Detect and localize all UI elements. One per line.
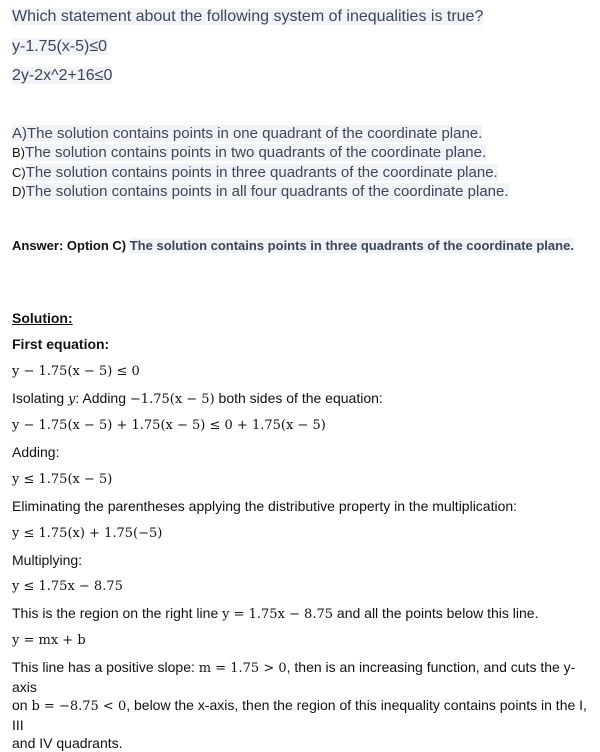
slope-text-2: , then is an increasing function, and cuts the y-axis (12, 659, 576, 695)
option-b-letter: B) (12, 145, 25, 160)
equation-4: y ≤ 1.75(x) + 1.75(−5) (12, 526, 163, 541)
answer-label: Answer: Option C) (12, 238, 127, 253)
option-d (12, 182, 509, 201)
inequality-1-text: y-1.75(x-5)≤0 (12, 38, 108, 55)
option-d-letter: D) (12, 184, 26, 199)
equation-3: y ≤ 1.75(x − 5) (12, 472, 113, 487)
option-a-text: The solution contains points in one quadrant of the coordinate plane. (27, 125, 483, 142)
option-c-letter: C) (12, 165, 26, 180)
question-prompt (12, 7, 483, 27)
adding-label: Adding: (12, 444, 60, 460)
slope-paragraph (12, 658, 594, 752)
equation-5: y ≤ 1.75x − 8.75 (12, 579, 123, 594)
isolating-expr: −1.75(x − 5) (129, 392, 215, 407)
equation-1: y − 1.75(x − 5) ≤ 0 (12, 364, 140, 379)
isolating-pre: Isolating (12, 390, 69, 406)
option-c (12, 163, 498, 182)
option-c-text: The solution contains points in three quadrants of the coordinate plane. (25, 164, 498, 181)
question-prompt-text: Which statement about the following system of inequalities is true? (12, 8, 484, 25)
inequality-1 (12, 37, 107, 57)
equation-6: y = mx + b (12, 633, 86, 648)
option-a-letter: A) (12, 125, 27, 142)
slope-text-3: on (12, 697, 32, 713)
slope-b: b = −8.75 < 0 (31, 699, 127, 714)
isolating-var: y (68, 392, 76, 407)
region-post: and all the points below this line. (333, 605, 539, 621)
solution-heading: Solution: (12, 310, 73, 326)
region-line (12, 604, 538, 624)
region-eq: y = 1.75x − 8.75 (222, 607, 334, 622)
isolating-post: both sides of the equation: (214, 390, 383, 406)
slope-text-5: and IV quadrants. (12, 735, 123, 751)
option-b-text: The solution contains points in two quadrants of the coordinate plane. (25, 144, 487, 161)
option-b (12, 143, 486, 162)
option-d-text: The solution contains points in all four quadrants of the coordinate plane. (25, 183, 509, 200)
slope-text-4: , below the x-axis, then the region of this inequality contains points in the I, III (12, 697, 587, 733)
answer-block (12, 237, 594, 255)
equation-2: y − 1.75(x − 5) + 1.75(x − 5) ≤ 0 + 1.75(x − 5) (12, 418, 326, 433)
region-pre: This is the region on the right line (12, 605, 223, 621)
slope-m: m = 1.75 > 0 (198, 661, 287, 676)
eliminating-label: Eliminating the parentheses applying the distributive property in the multiplication: (12, 498, 518, 514)
multiplying-label: Multiplying: (12, 552, 83, 568)
slope-text-1: This line has a positive slope: (12, 659, 199, 675)
first-equation-heading: First equation: (12, 336, 110, 352)
inequality-2-text: 2y-2x^2+16≤0 (12, 67, 113, 84)
inequality-2 (12, 66, 112, 86)
option-a (12, 124, 482, 143)
isolating-mid: : Adding (75, 390, 130, 406)
answer-text: The solution contains points in three quadrants of the coordinate plane. (129, 238, 574, 253)
isolating-line (12, 389, 383, 409)
